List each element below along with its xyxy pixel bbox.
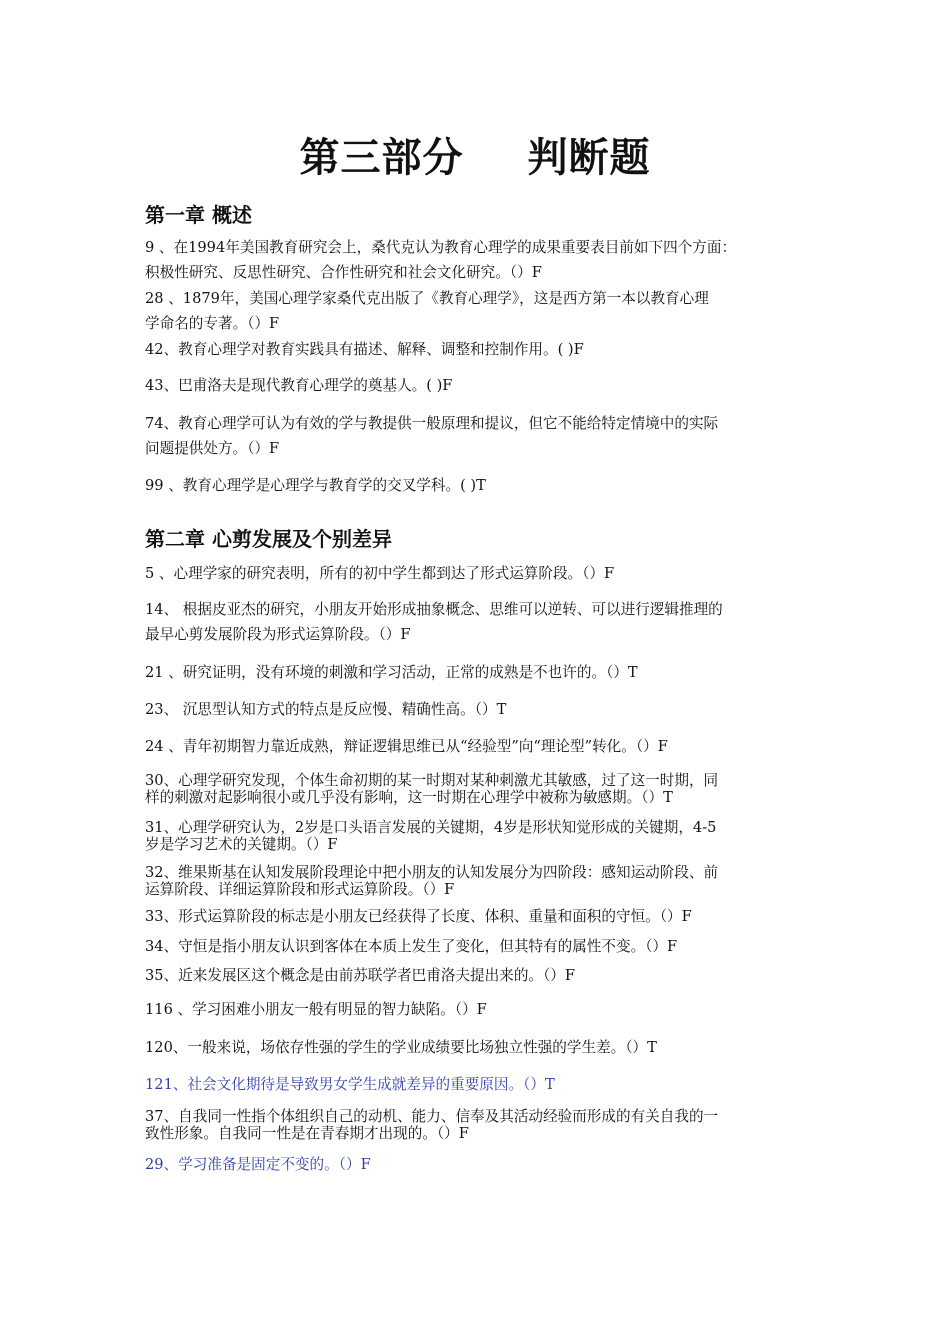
chapter-heading: 第一章 概述 (145, 203, 252, 227)
question-item-highlighted: 121、社会文化期待是导致男女学生成就差异的重要原因。（）T (145, 1076, 555, 1093)
question-item: 116 、学习困难小朋友一般有明显的智力缺陷。（）F (145, 1001, 487, 1018)
question-item: 23、 沉思型认知方式的特点是反应慢、精确性高。（）T (145, 701, 507, 718)
question-item: 99 、教育心理学是心理学与教育学的交叉学科。( )T (145, 477, 486, 494)
question-item: 5 、心理学家的研究表明，所有的初中学生都到达了形式运算阶段。（）F (145, 565, 615, 582)
question-item: 9 、在1994年美国教育研究会上，桑代克认为教育心理学的成果重要表目前如下四个方面： 积极性研究、反思性研究、合作性研究和社会文化研究。（）F (145, 239, 737, 281)
page-title-part: 第三部分 (299, 135, 464, 181)
chapter-heading: 第二章 心剪发展及个别差异 (145, 527, 392, 551)
question-item: 33、形式运算阶段的标志是小朋友已经获得了长度、体积、重量和面积的守恒。（）F (145, 908, 692, 925)
question-item: 21 、研究证明，没有环境的刺激和学习活动，正常的成熟是不也许的。（）T (145, 664, 638, 681)
question-item: 43、巴甫洛夫是现代教育心理学的奠基人。( )F (145, 377, 453, 394)
question-item: 30、心理学研究发现，个体生命初期的某一时期对某种刺激尤其敏感，过了这一时期，同 样的刺激对起影响很小或几乎没有影响，这一时期在心理学中被称为敏感期。（）T (145, 772, 719, 806)
question-item: 28 、1879年，美国心理学家桑代克出版了《教育心理学》，这是西方第一本以教育心理 学命名的专著。（）F (145, 290, 709, 332)
page-title-type: 判断题 (527, 135, 651, 181)
question-item: 74、教育心理学可认为有效的学与教提供一般原理和提议，但它不能给特定情境中的实际 问题提供处方。（）F (145, 415, 719, 457)
question-item: 32、维果斯基在认知发展阶段理论中把小朋友的认知发展分为四阶段：感知运动阶段、前 运算阶段、详细运算阶段和形式运算阶段。（）F (145, 864, 719, 898)
page-title (0, 126, 950, 183)
question-item: 31、心理学研究认为，2岁是口头语言发展的关键期，4岁是形状知觉形成的关键期，4-5 岁是学习艺术的关键期。（）F (145, 819, 717, 853)
question-item-highlighted: 29、学习准备是固定不变的。（）F (145, 1156, 371, 1173)
question-item: 14、 根据皮亚杰的研究，小朋友开始形成抽象概念、思维可以逆转、可以进行逻辑推理的 最早心剪发展阶段为形式运算阶段。（）F (145, 601, 723, 643)
question-item: 35、近来发展区这个概念是由前苏联学者巴甫洛夫提出来的。（）F (145, 967, 576, 984)
question-item: 24 、青年初期智力靠近成熟，辩证逻辑思维已从“经验型”向“理论型”转化。（）F (145, 738, 668, 755)
question-item: 42、教育心理学对教育实践具有描述、解释、调整和控制作用。( )F (145, 341, 584, 358)
question-item: 37、自我同一性指个体组织自己的动机、能力、信奉及其活动经验而形成的有关自我的一 致性形象。自我同一性是在青春期才出现的。（）F (145, 1108, 719, 1142)
question-item: 120、一般来说，场依存性强的学生的学业成绩要比场独立性强的学生差。（）T (145, 1039, 657, 1056)
question-item: 34、守恒是指小朋友认识到客体在本质上发生了变化，但其特有的属性不变。（）F (145, 938, 678, 955)
